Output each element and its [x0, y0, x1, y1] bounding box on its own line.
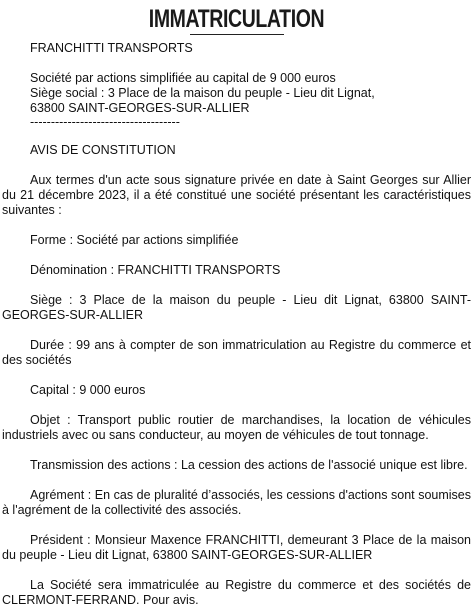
paragraph-duree: Durée : 99 ans à compter de son immatriculation au Registre du commerce et des sociétés	[2, 338, 471, 367]
paragraph-transmission: Transmission des actions : La cession des actions de l'associé unique est libre.	[30, 458, 468, 472]
paragraph-denomination: Dénomination : FRANCHITTI TRANSPORTS	[30, 263, 281, 277]
separator-line: ------------------------------------	[30, 115, 180, 129]
header-line-siege: Siège social : 3 Place de la maison du peuple - Lieu dit Lignat,	[30, 86, 375, 100]
header-line-capital: Société par actions simplifiée au capital de 9 000 euros	[30, 71, 336, 85]
paragraph-capital: Capital : 9 000 euros	[30, 383, 146, 397]
company-name: FRANCHITTI TRANSPORTS	[30, 41, 193, 55]
paragraph-forme: Forme : Société par actions simplifiée	[30, 233, 239, 247]
section-title: AVIS DE CONSTITUTION	[30, 143, 176, 157]
header-line-city: 63800 SAINT-GEORGES-SUR-ALLIER	[30, 101, 250, 115]
legal-notice-page	[0, 4, 473, 607]
paragraph-siege: Siège : 3 Place de la maison du peuple - Lieu dit Lignat, 63800 SAINT-GEORGES-SUR-ALLIER	[2, 293, 471, 322]
title-underline	[190, 34, 284, 35]
paragraph-objet: Objet : Transport public routier de marchandises, la location de véhicules industriels avec ou sans conducteur, au moyen de véhicules de tout tonnage.	[2, 413, 471, 442]
paragraph-president: Président : Monsieur Maxence FRANCHITTI, demeurant 3 Place de la maison du peuple - Lieu dit Lignat, 63800 SAINT-GEORGES-SUR-ALLIER	[2, 533, 471, 562]
notice-title: IMMATRICULATION	[148, 5, 325, 33]
paragraph-intro: Aux termes d'un acte sous signature privée en date à Saint Georges sur Allier du 21 décembre 2023, il a été constitué une société présentant les caractéristiques suivantes :	[2, 173, 471, 217]
paragraph-agrement: Agrément : En cas de pluralité d’associés, les cessions d'actions sont soumises à l'agrément de la collectivité des associés.	[2, 488, 471, 517]
paragraph-closing: La Société sera immatriculée au Registre du commerce et des sociétés de CLERMONT-FERRAND. Pour avis.	[2, 578, 471, 607]
